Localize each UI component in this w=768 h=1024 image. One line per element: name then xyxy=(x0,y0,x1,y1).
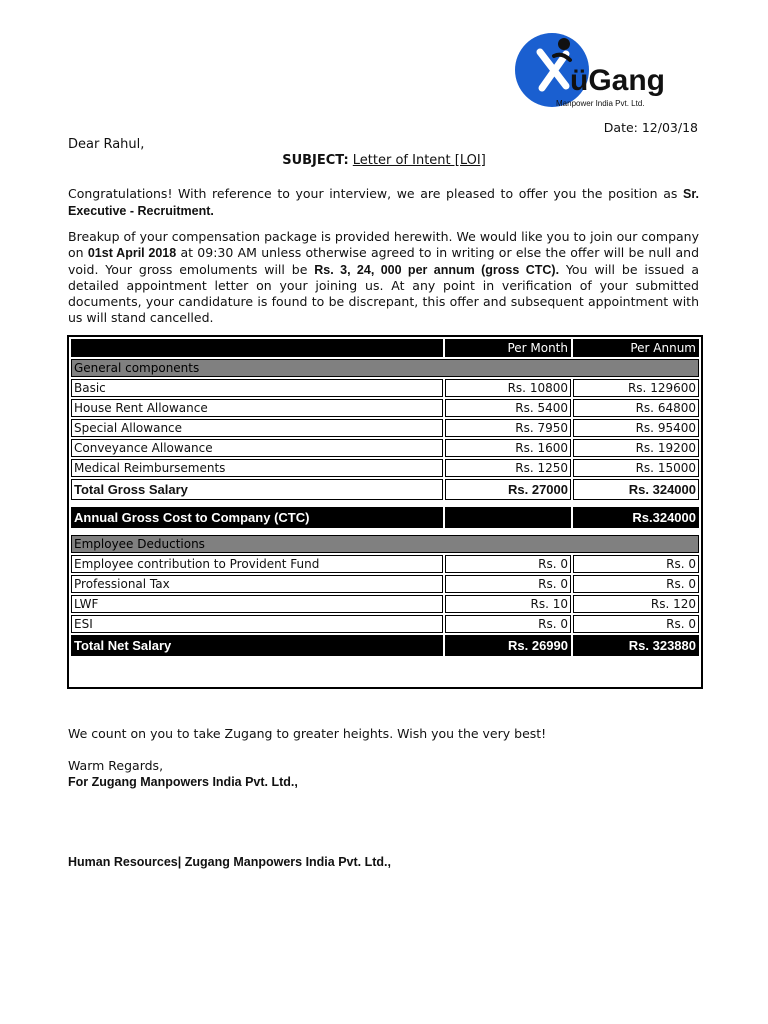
row-annum: Rs. 0 xyxy=(573,615,699,633)
row-label: Basic xyxy=(71,379,443,397)
row-annum: Rs. 0 xyxy=(573,555,699,573)
svg-text:üGang: üGang xyxy=(570,64,665,97)
joining-date: 01st April 2018 xyxy=(87,245,177,260)
position-title: Sr. Executive - Recruitment. xyxy=(68,187,699,218)
total-net-month: Rs. 26990 xyxy=(445,635,571,656)
total-gross-label: Total Gross Salary xyxy=(71,479,443,500)
paragraph-congratulations xyxy=(68,186,699,220)
spacer-row xyxy=(71,530,699,533)
row-month: Rs. 1250 xyxy=(445,459,571,477)
row-annum: Rs. 15000 xyxy=(573,459,699,477)
total-net-annum: Rs. 323880 xyxy=(573,635,699,656)
for-company: For Zugang Manpowers India Pvt. Ltd., xyxy=(68,775,298,789)
ctc-month xyxy=(445,507,571,528)
letter-date: Date: 12/03/18 xyxy=(603,120,698,135)
row-annum: Rs. 120 xyxy=(573,595,699,613)
greeting: Dear Rahul, xyxy=(68,137,145,152)
section-general: General components xyxy=(71,359,699,377)
subject-label: SUBJECT: xyxy=(282,153,349,168)
table-row xyxy=(71,459,699,477)
row-month: Rs. 0 xyxy=(445,575,571,593)
total-net-label: Total Net Salary xyxy=(71,635,443,656)
table-row xyxy=(71,379,699,397)
row-annum: Rs. 19200 xyxy=(573,439,699,457)
ctc-label: Annual Gross Cost to Company (CTC) xyxy=(71,507,443,528)
row-label: Special Allowance xyxy=(71,419,443,437)
row-month: Rs. 0 xyxy=(445,555,571,573)
logo-tagline: Manpower India Pvt. Ltd. xyxy=(556,99,645,108)
table-row xyxy=(71,419,699,437)
company-logo xyxy=(514,30,704,110)
table-header-row xyxy=(71,339,699,357)
row-label: House Rent Allowance xyxy=(71,399,443,417)
row-label: Employee contribution to Provident Fund xyxy=(71,555,443,573)
ctc-annum: Rs.324000 xyxy=(573,507,699,528)
header-per-month: Per Month xyxy=(445,339,571,357)
closing-line: We count on you to take Zugang to greater heights. Wish you the very best! xyxy=(68,726,547,741)
row-month: Rs. 0 xyxy=(445,615,571,633)
warm-regards: Warm Regards, xyxy=(68,758,164,773)
table-row xyxy=(71,575,699,593)
row-month: Rs. 7950 xyxy=(445,419,571,437)
total-net-row xyxy=(71,635,699,656)
row-annum: Rs. 129600 xyxy=(573,379,699,397)
spacer xyxy=(71,530,699,533)
subject-value: Letter of Intent [LOI] xyxy=(352,153,486,168)
para2-text-3: You will be issued a detailed appointment letter on your joining us. At any point in verification of your submitted documents, your candidature is found to be discrepant, this offer and subsequent appointment with us will stand cancelled. xyxy=(68,261,699,325)
table-row xyxy=(71,439,699,457)
para1-text: Congratulations! With reference to your interview, we are pleased to offer you the position as xyxy=(68,186,683,201)
para2-text-1: Breakup of your compensation package is provided herewith. We would like you to join our company on xyxy=(68,229,699,260)
table-row xyxy=(71,615,699,633)
total-gross-month: Rs. 27000 xyxy=(445,479,571,500)
header-label-cell xyxy=(71,339,443,357)
row-label: LWF xyxy=(71,595,443,613)
paragraph-compensation xyxy=(68,229,699,326)
section-deductions: Employee Deductions xyxy=(71,535,699,553)
spacer xyxy=(71,502,699,505)
table-row xyxy=(71,399,699,417)
hr-signature: Human Resources| Zugang Manpowers India Pvt. Ltd., xyxy=(68,855,391,869)
logo-graphic xyxy=(514,30,704,110)
row-month: Rs. 5400 xyxy=(445,399,571,417)
row-annum: Rs. 95400 xyxy=(573,419,699,437)
section-deductions-row xyxy=(71,535,699,553)
spacer-row xyxy=(71,502,699,505)
row-month: Rs. 10 xyxy=(445,595,571,613)
table-row xyxy=(71,555,699,573)
total-gross-row xyxy=(71,479,699,500)
row-label: Professional Tax xyxy=(71,575,443,593)
total-gross-annum: Rs. 324000 xyxy=(573,479,699,500)
row-label: Medical Reimbursements xyxy=(71,459,443,477)
section-general-row xyxy=(71,359,699,377)
ctc-row xyxy=(71,507,699,528)
para2-text-2: at 09:30 AM unless otherwise agreed to in writing or else the offer will be null and void. Your gross emoluments will be xyxy=(68,244,700,277)
row-label: Conveyance Allowance xyxy=(71,439,443,457)
table-row xyxy=(71,595,699,613)
subject-line xyxy=(0,153,768,168)
header-per-annum: Per Annum xyxy=(573,339,699,357)
row-annum: Rs. 64800 xyxy=(573,399,699,417)
gross-ctc: Rs. 3, 24, 000 per annum (gross CTC). xyxy=(314,262,560,277)
row-label: ESI xyxy=(71,615,443,633)
compensation-table xyxy=(67,335,703,689)
row-month: Rs. 1600 xyxy=(445,439,571,457)
row-annum: Rs. 0 xyxy=(573,575,699,593)
row-month: Rs. 10800 xyxy=(445,379,571,397)
